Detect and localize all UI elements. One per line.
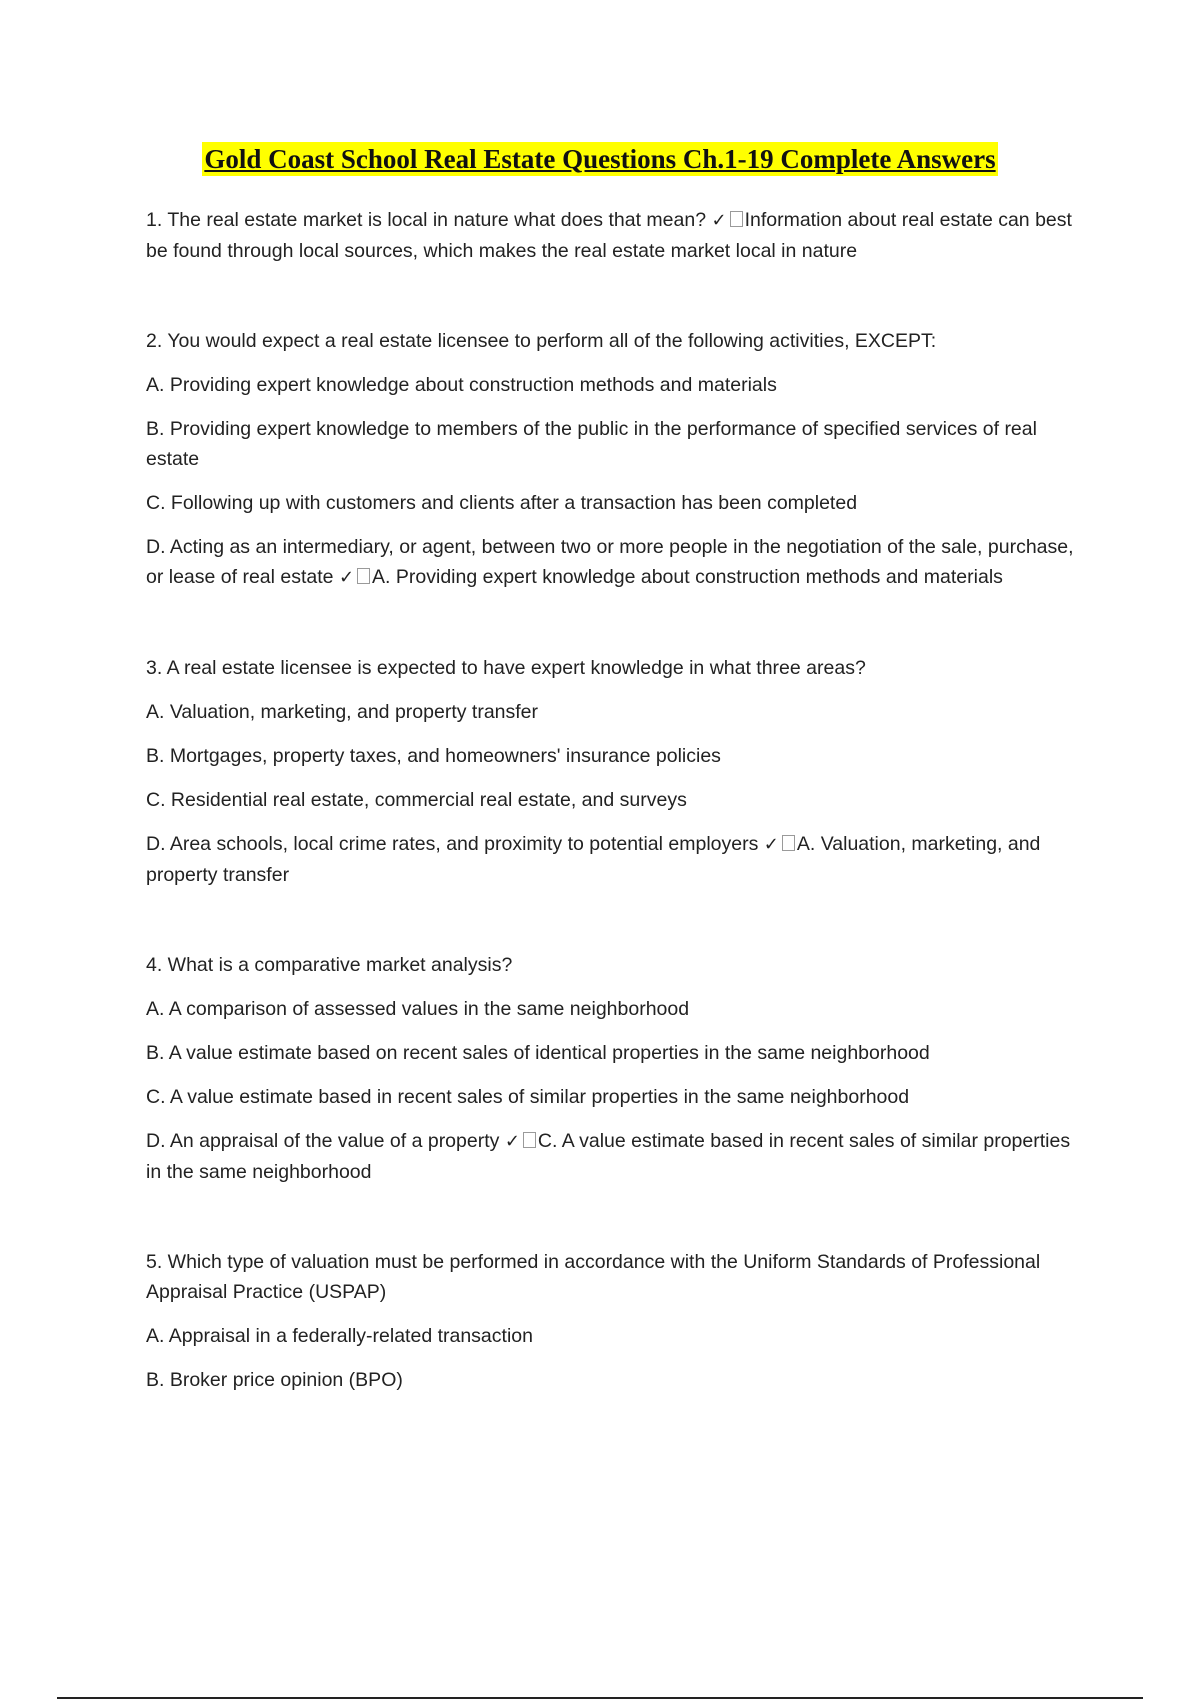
- question-3-prompt: 3. A real estate licensee is expected to have expert knowledge in what three areas?: [146, 657, 866, 679]
- question-2-option-d: D. Acting as an intermediary, or agent, between two or more people in the negotiation of the sale, purchase, or lease of real estate: [146, 536, 1074, 588]
- question-3-option-d: D. Area schools, local crime rates, and proximity to potential employers: [146, 833, 759, 855]
- question-2-option-a: A. Providing expert knowledge about construction methods and materials: [146, 374, 777, 396]
- box-icon: [357, 568, 370, 584]
- checkmark-icon: ✓: [338, 567, 355, 588]
- question-3-option-d-with-answer: [146, 829, 1086, 890]
- question-4-option-d: D. An appraisal of the value of a property: [146, 1130, 500, 1152]
- question-1-prompt: 1. The real estate market is local in nature what does that mean?: [146, 209, 707, 231]
- question-3: [146, 653, 1086, 890]
- question-2: [146, 326, 1086, 593]
- footer-rule: [57, 1697, 1143, 1699]
- document-title: Gold Coast School Real Estate Questions Ch.1-19 Complete Answers: [204, 144, 996, 174]
- question-4-option-a: A. A comparison of assessed values in the same neighborhood: [146, 998, 690, 1020]
- question-5-option-b: B. Broker price opinion (BPO): [146, 1369, 403, 1391]
- question-4: [146, 950, 1086, 1187]
- question-5-prompt: 5. Which type of valuation must be performed in accordance with the Uniform Standards of Professional Appraisal Practice (USPAP): [146, 1251, 1041, 1303]
- question-2-prompt: 2. You would expect a real estate licensee to perform all of the following activities, EXCEPT:: [146, 330, 937, 352]
- question-4-answer: C. A value estimate based in recent sales of similar properties in the same neighborhood: [146, 1130, 1071, 1183]
- question-3-answer: A. Valuation, marketing, and property transfer: [146, 833, 1041, 886]
- question-5-option-a: A. Appraisal in a federally-related transaction: [146, 1325, 533, 1347]
- question-list: [146, 205, 1086, 1455]
- question-5: [146, 1247, 1086, 1395]
- question-2-option-b: B. Providing expert knowledge to members of the public in the performance of specified services of real estate: [146, 418, 1037, 470]
- question-1-answer: Information about real estate can best be found through local sources, which makes the real estate market local in nature: [146, 209, 1072, 262]
- question-4-prompt: 4. What is a comparative market analysis?: [146, 954, 513, 976]
- checkmark-icon: ✓: [504, 1131, 520, 1152]
- box-icon: [523, 1132, 536, 1148]
- box-icon: [730, 211, 743, 227]
- question-2-option-d-with-answer: [146, 532, 1086, 593]
- question-4-option-c: C. A value estimate based in recent sales of similar properties in the same neighborhood: [146, 1086, 910, 1108]
- box-icon: [782, 835, 795, 851]
- checkmark-icon: ✓: [711, 210, 727, 231]
- title-wrap: [0, 142, 1200, 176]
- checkmark-icon: ✓: [763, 834, 779, 855]
- question-3-option-a: A. Valuation, marketing, and property transfer: [146, 701, 539, 723]
- question-3-option-c: C. Residential real estate, commercial real estate, and surveys: [146, 789, 687, 811]
- question-2-answer: A. Providing expert knowledge about construction methods and materials: [372, 566, 1003, 588]
- question-1-text: [146, 205, 1086, 266]
- question-4-option-d-with-answer: [146, 1126, 1086, 1187]
- question-3-option-b: B. Mortgages, property taxes, and homeowners' insurance policies: [146, 745, 721, 767]
- question-4-option-b: B. A value estimate based on recent sales of identical properties in the same neighborhood: [146, 1042, 930, 1064]
- question-1: [146, 205, 1086, 266]
- question-2-option-c: C. Following up with customers and clients after a transaction has been completed: [146, 492, 858, 514]
